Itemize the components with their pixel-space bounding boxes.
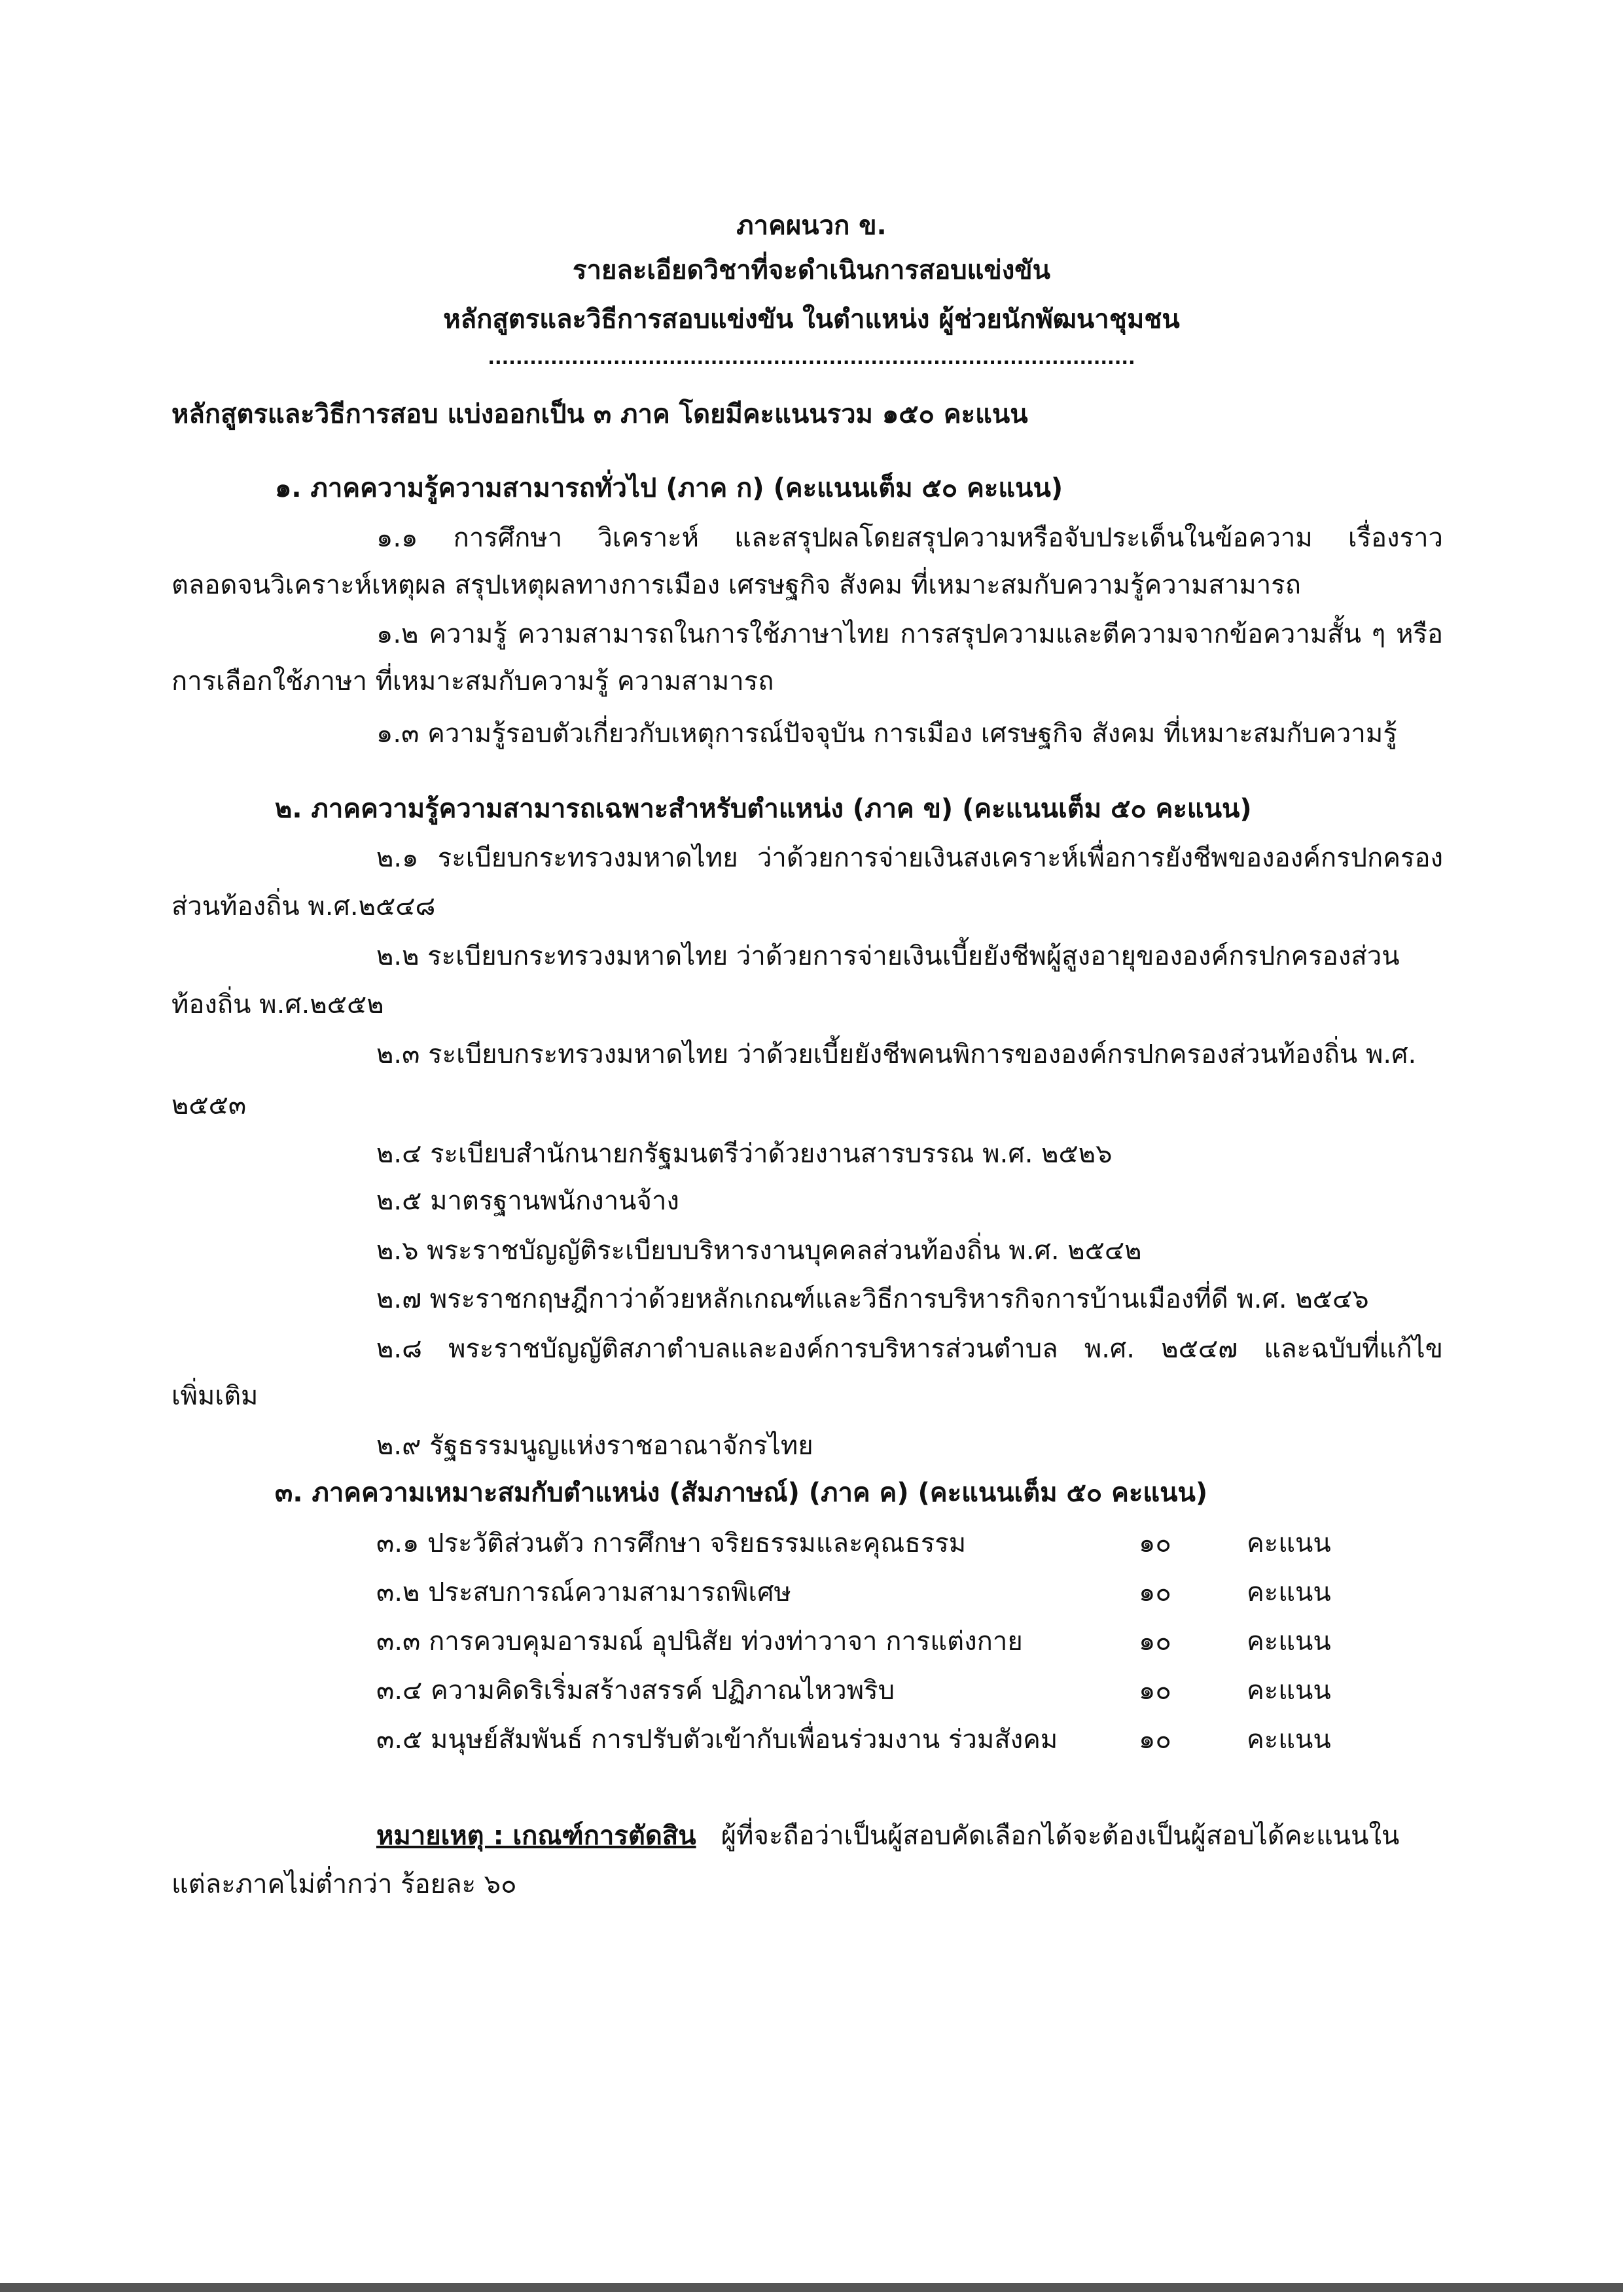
part2-item2-line1: ๒.๒ ระเบียบกระทรวงมหาดไทย ว่าด้วยการจ่ายเงินเบี้ยยังชีพผู้สูงอายุขององค์กรปกครองส่วน (376, 941, 1400, 971)
part3-item-score: ๑๐ (1139, 1725, 1171, 1755)
part2-item3-line2: ๒๕๕๓ (171, 1090, 247, 1121)
part1-item1-line2: ตลอดจนวิเคราะห์เหตุผล สรุปเหตุผลทางการเมือง เศรษฐกิจ สังคม ที่เหมาะสมกับความรู้ความสามารถ (171, 570, 1301, 600)
appendix-title: ภาคผนวก ข. (736, 211, 887, 241)
part2-item9: ๒.๙ รัฐธรรมนูญแห่งราชอาณาจักรไทย (376, 1431, 813, 1461)
part2-item2-line2: ท้องถิ่น พ.ศ.๒๕๕๒ (171, 990, 384, 1020)
part1-item2-line2: การเลือกใช้ภาษา ที่เหมาะสมกับความรู้ ความสามารถ (171, 666, 774, 696)
part3-item-score: ๑๐ (1139, 1676, 1171, 1706)
note-text (704, 1821, 721, 1851)
part1-item2-line1: ๑.๒ ความรู้ ความสามารถในการใช้ภาษาไทย การสรุปความและตีความจากข้อความสั้น ๆ หรือ (376, 619, 1443, 649)
part1-item1-line1: ๑.๑ การศึกษา วิเคราะห์ และสรุปผลโดยสรุปความหรือจับประเด็นในข้อความ เรื่องราว (376, 523, 1443, 553)
note-text-line1: ผู้ที่จะถือว่าเป็นผู้สอบคัดเลือกได้จะต้องเป็นผู้สอบได้คะแนนใน (721, 1821, 1400, 1851)
part3-item-label: ๓.๔ ความคิดริเริ่มสร้างสรรค์ ปฏิภาณไหวพริบ (376, 1676, 895, 1706)
part1-item3-line1: ๑.๓ ความรู้รอบตัวเกี่ยวกับเหตุการณ์ปัจจุบัน การเมือง เศรษฐกิจ สังคม ที่เหมาะสมกับความรู้ (376, 719, 1397, 749)
part3-item-score: ๑๐ (1139, 1528, 1171, 1558)
part3-item-unit: คะแนน (1247, 1577, 1331, 1607)
document-subtitle: รายละเอียดวิชาที่จะดำเนินการสอบแข่งขัน (573, 255, 1050, 285)
part3-item-unit: คะแนน (1247, 1725, 1331, 1755)
part3-item-unit: คะแนน (1247, 1626, 1331, 1657)
part2-heading: ๒. ภาคความรู้ความสามารถเฉพาะสำหรับตำแหน่ง (ภาค ข) (คะแนนเต็ม ๕๐ คะแนน) (275, 794, 1252, 824)
part2-item6: ๒.๖ พระราชบัญญัติระเบียบบริหารงานบุคคลส่วนท้องถิ่น พ.ศ. ๒๕๔๒ (376, 1236, 1142, 1266)
scan-edge (0, 2283, 1623, 2292)
part2-item1-line2: ส่วนท้องถิ่น พ.ศ.๒๕๔๘ (171, 891, 436, 922)
part3-item-label: ๓.๓ การควบคุมอารมณ์ อุปนิสัย ท่วงท่าวาจา การแต่งกาย (376, 1626, 1023, 1657)
part3-item-label: ๓.๕ มนุษย์สัมพันธ์ การปรับตัวเข้ากับเพื่อนร่วมงาน ร่วมสังคม (376, 1725, 1058, 1755)
part3-item-label: ๓.๑ ประวัติส่วนตัว การศึกษา จริยธรรมและคุณธรรม (376, 1528, 967, 1558)
note-label: หมายเหตุ : เกณฑ์การตัดสิน (376, 1821, 696, 1851)
part3-item-unit: คะแนน (1247, 1528, 1331, 1558)
part3-item-score: ๑๐ (1139, 1626, 1171, 1657)
part2-item5: ๒.๕ มาตรฐานพนักงานจ้าง (376, 1186, 679, 1216)
dotted-separator: ............................................................................................. (488, 347, 1135, 368)
part2-item1-line1: ๒.๑ ระเบียบกระทรวงมหาดไทย ว่าด้วยการจ่ายเงินสงเคราะห์เพื่อการยังชีพขององค์กรปกครอง (376, 843, 1443, 873)
exam-overview: หลักสูตรและวิธีการสอบ แบ่งออกเป็น ๓ ภาค โดยมีคะแนนรวม ๑๕๐ คะแนน (171, 399, 1028, 429)
part3-item-unit: คะแนน (1247, 1676, 1331, 1706)
note-line2: แต่ละภาคไม่ต่ำกว่า ร้อยละ ๖๐ (171, 1869, 517, 1899)
part2-item8-line2: เพิ่มเติม (171, 1381, 259, 1411)
part3-heading: ๓. ภาคความเหมาะสมกับตำแหน่ง (สัมภาษณ์) (ภาค ค) (คะแนนเต็ม ๕๐ คะแนน) (275, 1478, 1208, 1508)
part2-item8-line1: ๒.๘ พระราชบัญญัติสภาตำบลและองค์การบริหารส่วนตำบล พ.ศ. ๒๕๔๗ และฉบับที่แก้ไข (376, 1334, 1443, 1364)
part2-item3-line1: ๒.๓ ระเบียบกระทรวงมหาดไทย ว่าด้วยเบี้ยยังชีพคนพิการขององค์กรปกครองส่วนท้องถิ่น พ.ศ. (376, 1039, 1417, 1069)
note-line1 (376, 1814, 1399, 1856)
part2-item4: ๒.๔ ระเบียบสำนักนายกรัฐมนตรีว่าด้วยงานสารบรรณ พ.ศ. ๒๕๒๖ (376, 1139, 1113, 1169)
part3-item-score: ๑๐ (1139, 1577, 1171, 1607)
part3-item-label: ๓.๒ ประสบการณ์ความสามารถพิเศษ (376, 1577, 791, 1607)
position-title: หลักสูตรและวิธีการสอบแข่งขัน ในตำแหน่ง ผู้ช่วยนักพัฒนาชุมชน (443, 304, 1180, 334)
part2-item7: ๒.๗ พระราชกฤษฎีกาว่าด้วยหลักเกณฑ์และวิธีการบริหารกิจการบ้านเมืองที่ดี พ.ศ. ๒๕๔๖ (376, 1284, 1369, 1314)
part1-heading: ๑. ภาคความรู้ความสามารถทั่วไป (ภาค ก) (คะแนนเต็ม ๕๐ คะแนน) (275, 473, 1063, 503)
